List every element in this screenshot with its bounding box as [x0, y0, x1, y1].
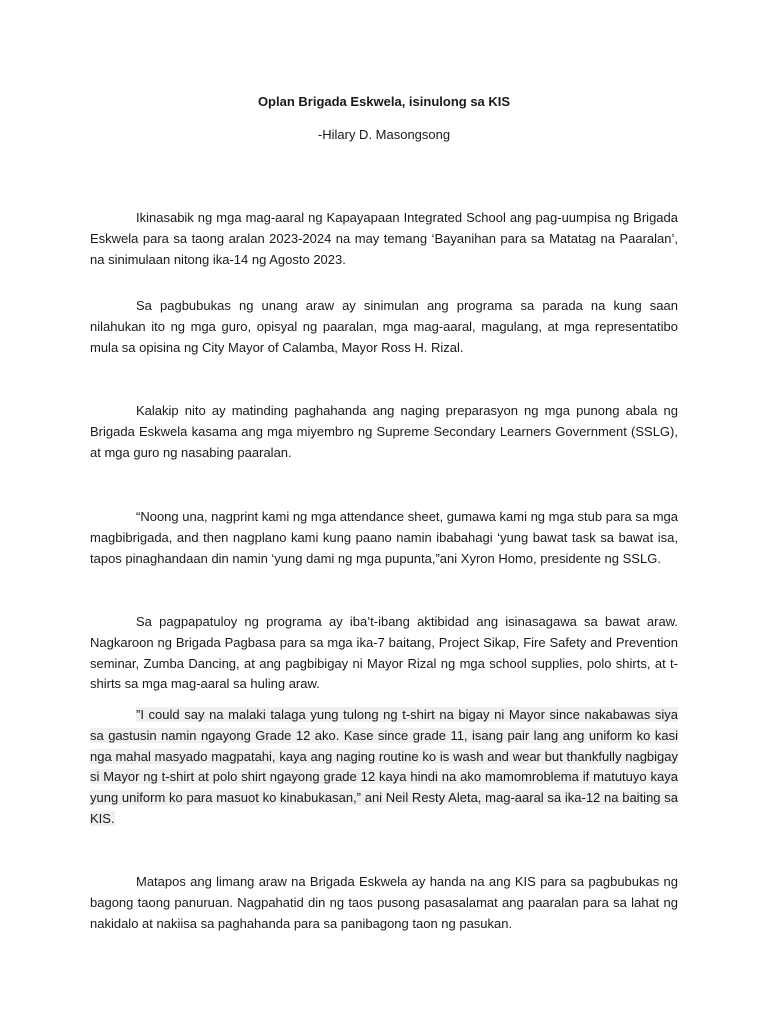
paragraph-4-quote: “Noong una, nagprint kami ng mga attendance sheet, gumawa kami ng mga stub para sa mga magbibrigada, and then nagplano kami kung paano namin ibabahagi ‘yung bawat task sa bawat isa, tapos pinaghandaan din namin ‘yung dami ng mga pupunta,”ani Xyron Homo, presidente ng SSLG.	[90, 509, 678, 566]
article-author: -Hilary D. Masongsong	[317, 127, 451, 142]
paragraph-5: Sa pagpapatuloy ng programa ay iba’t-ibang aktibidad ang isinasagawa sa bawat araw. Nagkaroon ng Brigada Pagbasa para sa mga ika-7 baitang, Project Sikap, Fire Safety and Prevention seminar, Zumba Dancing, at ang pagbibigay ni Mayor Rizal ng mga school supplies, polo shirts, at t-shirts sa mga mag-aaral sa huling araw.	[90, 614, 678, 692]
paragraph-3: Kalakip nito ay matinding paghahanda ang naging preparasyon ng mga punong abala ng Brigada Eskwela kasama ang mga miyembro ng Supreme Secondary Learners Government (SSLG), at mga guro ng nasabing paaralan.	[90, 403, 678, 460]
paragraph-2: Sa pagbubukas ng unang araw ay sinimulan ang programa sa parada na kung saan nilahukan ito ng mga guro, opisyal ng paaralan, mga mag-aaral, magulang, at mga representatibo mula sa opisina ng City Mayor of Calamba, Mayor Ross H. Rizal.	[90, 298, 678, 355]
paragraph-1: Ikinasabik ng mga mag-aaral ng Kapayapaan Integrated School ang pag-uumpisa ng Brigada Eskwela para sa taong aralan 2023-2024 na may temang ‘Bayanihan para sa Matatag na Paaralan’, na sinimulaan nitong ika-14 ng Agosto 2023.	[90, 210, 678, 267]
paragraph-6-quote	[90, 705, 678, 830]
paragraph-7: Matapos ang limang araw na Brigada Eskwela ay handa na ang KIS para sa pagbubukas ng bagong taong panuruan. Nagpahatid din ng taos pusong pasasalamat ang paaralan para sa lahat ng nakidalo at nakiisa sa paghahanda para sa panibagong taon ng pasukan.	[90, 874, 678, 931]
article-title: Oplan Brigada Eskwela, isinulong sa KIS	[257, 94, 511, 109]
highlighted-quote: ”I could say na malaki talaga yung tulong ng t-shirt na bigay ni Mayor since nakabawas siya sa gastusin namin ngayong Grade 12 ako. Kase since grade 11, isang pair lang ang uniform ko kasi nga mahal masyado magpatahi, kaya ang naging routine ko is wash and wear but thankfully nagbigay si Mayor ng t-shirt at polo shirt ngayong grade 12 kaya hindi na ako mamomroblema if matutuyo kaya yung uniform ko para masuot ko kinabukasan,” ani Neil Resty Aleta, mag-aaral sa ika-12 na baiting sa KIS.	[90, 707, 678, 826]
